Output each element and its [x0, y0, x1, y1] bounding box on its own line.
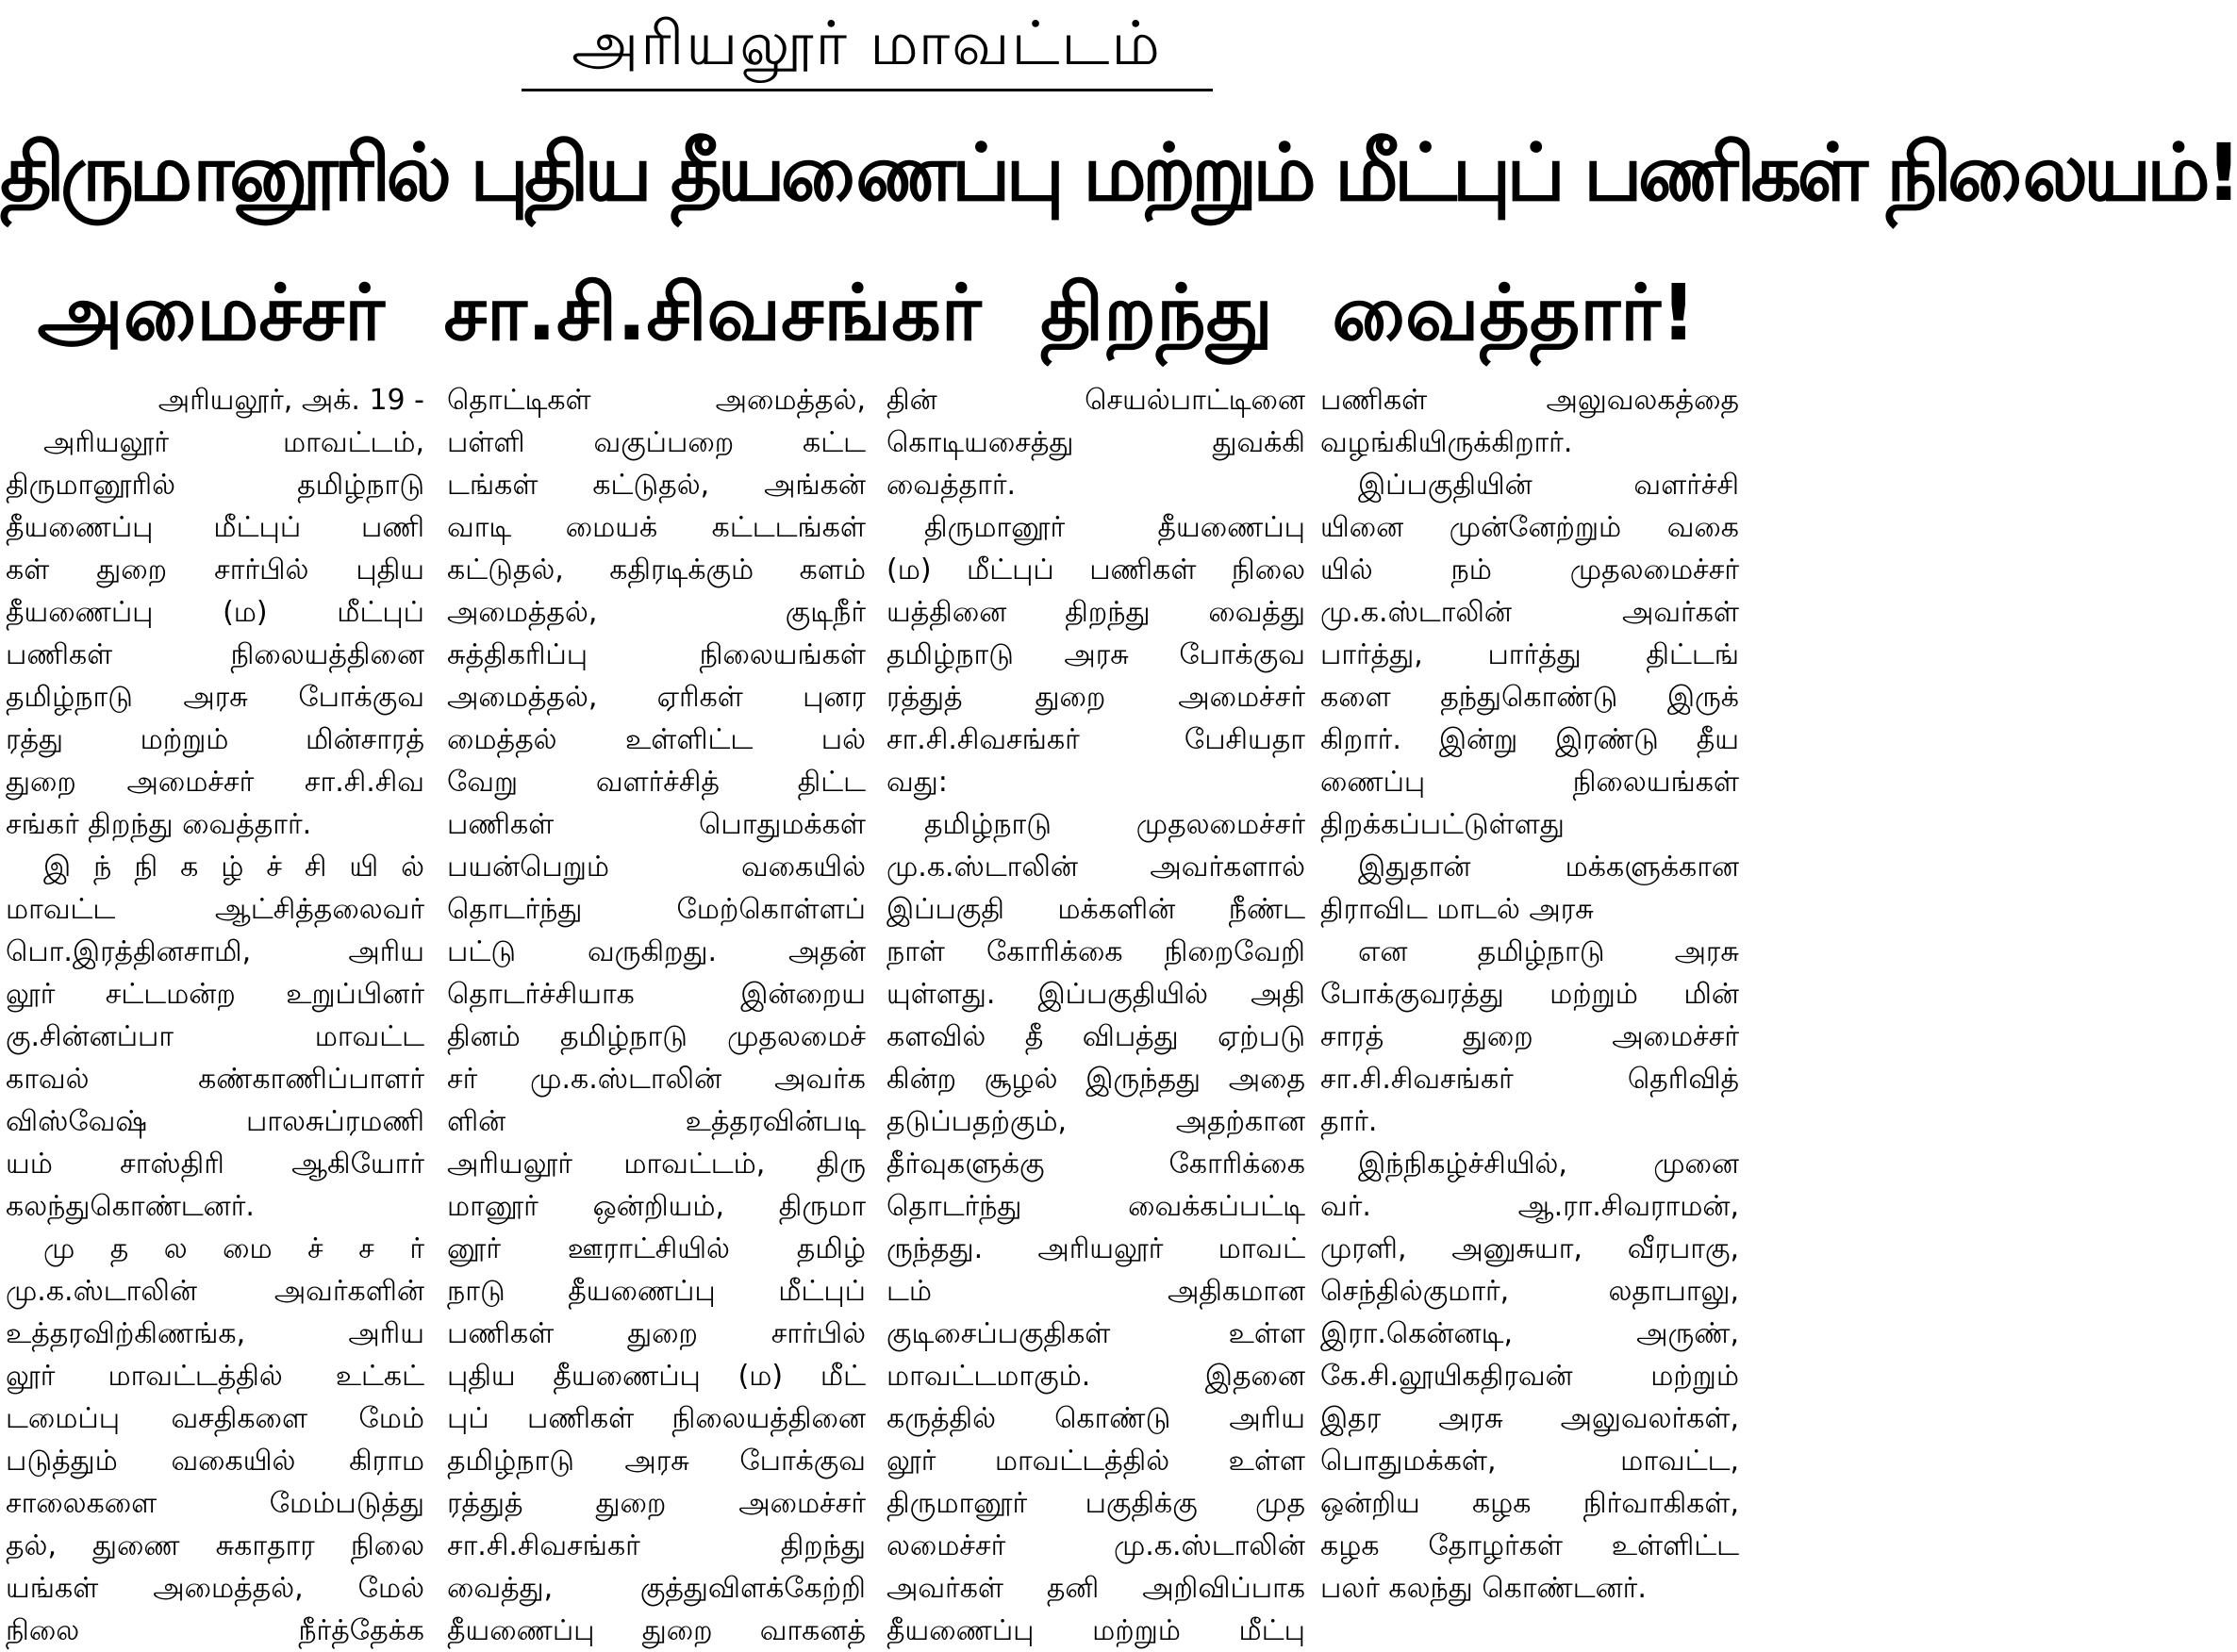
article-line: லூர் சட்டமன்ற உறுப்பினர் [6, 978, 424, 1011]
article-column-2 [447, 379, 866, 1647]
article-column-1 [6, 379, 424, 1647]
article-line: தீயணைப்பு மற்றும் மீட்பு [887, 1614, 1305, 1647]
article-line: சங்கர் திறந்து வைத்தார். [6, 808, 312, 841]
article-line: தடுப்பதற்கும், அதற்கான [887, 1105, 1305, 1138]
article-line: திருமானூர் தீயணைப்பு [924, 511, 1305, 544]
article-line: புதிய தீயணைப்பு (ம) மீட் [447, 1360, 866, 1393]
article-line: ரத்துத் துறை அமைச்சர் [887, 681, 1305, 714]
article-line: கிறார். இன்று இரண்டு தீய [1320, 723, 1739, 756]
article-line: யில் நம் முதலமைச்சர் [1320, 553, 1739, 586]
article-line: பொதுமக்கள், மாவட்ட, [1320, 1445, 1739, 1478]
article-line: டங்கள் கட்டுதல், அங்கன் [447, 469, 866, 502]
article-line: யங்கள் அமைத்தல், மேல் [6, 1572, 424, 1605]
article-line: மாவட்டமாகும். இதனை [887, 1360, 1305, 1393]
article-line: மு.க.ஸ்டாலின் அவர்கள் [1320, 596, 1739, 629]
article-line: வாடி மையக் கட்டடங்கள் [447, 511, 866, 544]
article-line: அரியலூர் மாவட்டம், திரு [447, 1148, 866, 1181]
article-line: பலர் கலந்து கொண்டனர். [1320, 1572, 1647, 1605]
article-line: ரத்துத் துறை அமைச்சர் [447, 1487, 866, 1520]
article-line: சாலைகளை மேம்படுத்து [6, 1487, 424, 1520]
article-line: ருந்தது. அரியலூர் மாவட் [887, 1232, 1305, 1265]
article-line: பயன்பெறும் வகையில் [447, 851, 866, 884]
article-line: யுள்ளது. இப்பகுதியில் அதி [887, 978, 1305, 1011]
article-column-4 [1320, 379, 1739, 1605]
article-line: யினை முன்னேற்றும் வகை [1320, 511, 1739, 544]
headline: திருமானூரில் புதிய தீயணைப்பு மற்றும் மீட்புப் பணிகள் நிலையம்! [0, 126, 2237, 219]
article-line: நாடு தீயணைப்பு மீட்புப் [447, 1275, 866, 1308]
article-line: படுத்தும் வகையில் கிராம [6, 1445, 424, 1478]
article-line: இதுதான் மக்களுக்கான [1358, 851, 1739, 884]
article-line: களவில் தீ விபத்து ஏற்படு [887, 1020, 1305, 1053]
article-line: திராவிட மாடல் அரசு [1320, 893, 1594, 926]
section-title: அரியலூர் மாவட்டம் [572, 9, 1162, 79]
article-line: கருத்தில் கொண்டு அரிய [887, 1402, 1305, 1435]
article-line: தொட்டிகள் அமைத்தல், [447, 384, 866, 417]
article-line: டம் அதிகமான [887, 1275, 1305, 1308]
article-line: ளின் உத்தரவின்படி [447, 1105, 866, 1138]
article-line: இரா.கென்னடி, அருண், [1320, 1317, 1739, 1350]
article-line: கே.சி.லூயிகதிரவன் மற்றும் [1320, 1360, 1739, 1393]
article-line: அமைத்தல், குடிநீர் [447, 596, 866, 629]
article-line: னூர் ஊராட்சியில் தமிழ் [447, 1232, 866, 1265]
article-line: யம் சாஸ்திரி ஆகியோர் [6, 1148, 424, 1181]
article-line: திருமானூர் பகுதிக்கு முத [887, 1487, 1305, 1520]
article-line: தொடர்ந்து மேற்கொள்ளப் [447, 893, 866, 926]
article-line: செந்தில்குமார், லதாபாலு, [1320, 1275, 1739, 1308]
article-line: வது: [887, 766, 948, 799]
article-line: அரியலூர், அக். 19 - [157, 384, 424, 417]
article-line: சா.சி.சிவசங்கர் திறந்து [447, 1529, 866, 1562]
article-line: பணிகள் அலுவலகத்தை [1320, 384, 1739, 417]
article-line: (ம) மீட்புப் பணிகள் நிலை [887, 553, 1305, 586]
article-line: திறக்கப்பட்டுள்ளது [1320, 808, 1565, 841]
article-line: பொ.இரத்தினசாமி, அரிய [6, 935, 424, 968]
article-line: மைத்தல் உள்ளிட்ட பல் [447, 723, 866, 756]
article-line: வைத்து, குத்துவிளக்கேற்றி [447, 1572, 866, 1605]
article-line: காவல் கண்காணிப்பாளர் [6, 1063, 424, 1096]
article-line: மு த ல மை ச் ச ர் [43, 1232, 424, 1265]
article-line: களை தந்துகொண்டு இருக் [1320, 681, 1739, 714]
article-line: யத்தினை திறந்து வைத்து [887, 596, 1305, 629]
article-line: வைத்தார். [887, 469, 1017, 502]
article-line: கள் துறை சார்பில் புதிய [6, 553, 424, 586]
article-line: மானூர் ஒன்றியம், திருமா [447, 1190, 866, 1223]
article-line: கு.சின்னப்பா மாவட்ட [6, 1020, 424, 1053]
article-line: போக்குவரத்து மற்றும் மின் [1320, 978, 1739, 1011]
subheadline: அமைச்சர் சா.சி.சிவசங்கர் திறந்து வைத்தார்! [37, 269, 1697, 358]
article-line: உத்தரவிற்கிணங்க, அரிய [6, 1317, 424, 1350]
article-line: கொடியசைத்து துவக்கி [887, 426, 1305, 459]
article-line: சர் மு.க.ஸ்டாலின் அவர்க [447, 1063, 866, 1096]
article-line: பட்டு வருகிறது. அதன் [447, 935, 866, 968]
article-line: மாவட்ட ஆட்சித்தலைவர் [6, 893, 424, 926]
article-line: பணிகள் நிலையத்தினை [6, 638, 424, 671]
article-line: பார்த்து, பார்த்து திட்டங் [1320, 638, 1739, 671]
article-line: சா.சி.சிவசங்கர் பேசியதா [887, 723, 1305, 756]
article-line: லமைச்சர் மு.க.ஸ்டாலின் [887, 1529, 1305, 1562]
article-line: இப்பகுதி மக்களின் நீண்ட [887, 893, 1305, 926]
article-line: தொடர்ந்து வைக்கப்பட்டி [887, 1190, 1305, 1223]
article-line: நிலை நீர்த்தேக்க [6, 1614, 424, 1647]
article-line: மு.க.ஸ்டாலின் அவர்களின் [6, 1275, 424, 1308]
article-line: இந்நிகழ்ச்சியில், முனை [1358, 1148, 1739, 1181]
article-line: திருமானூரில் தமிழ்நாடு [6, 469, 424, 502]
article-line: தீர்வுகளுக்கு கோரிக்கை [887, 1148, 1305, 1181]
article-line: தமிழ்நாடு அரசு போக்குவ [6, 681, 424, 714]
article-line: கட்டுதல், கதிரடிக்கும் களம் [447, 553, 866, 586]
article-line: இப்பகுதியின் வளர்ச்சி [1358, 469, 1739, 502]
article-line: அரியலூர் மாவட்டம், [43, 426, 424, 459]
article-line: இ ந் நி க ழ் ச் சி யி ல் [43, 851, 424, 884]
article-line: கின்ற சூழல் இருந்தது அதை [887, 1063, 1305, 1096]
article-line: தொடர்ச்சியாக இன்றைய [447, 978, 866, 1011]
article-line: தீயணைப்பு துறை வாகனத் [447, 1614, 866, 1647]
article-line: வழங்கியிருக்கிறார். [1320, 426, 1573, 459]
article-line: என தமிழ்நாடு அரசு [1358, 935, 1739, 968]
article-line: தமிழ்நாடு முதலமைச்சர் [924, 808, 1305, 841]
article-line: டமைப்பு வசதிகளை மேம் [6, 1402, 424, 1435]
article-line: கலந்துகொண்டனர். [6, 1190, 255, 1223]
article-line: பணிகள் துறை சார்பில் [447, 1317, 866, 1350]
article-line: அவர்கள் தனி அறிவிப்பாக [887, 1572, 1305, 1605]
article-line: நாள் கோரிக்கை நிறைவேறி [887, 935, 1305, 968]
article-line: ஒன்றிய கழக நிர்வாகிகள், [1320, 1487, 1739, 1520]
article-line: பள்ளி வகுப்பறை கட்ட [447, 426, 866, 459]
article-line: தின் செயல்பாட்டினை [887, 384, 1305, 417]
article-line: தமிழ்நாடு அரசு போக்குவ [887, 638, 1305, 671]
article-line: கழக தோழர்கள் உள்ளிட்ட [1320, 1529, 1739, 1562]
article-line: தார். [1320, 1105, 1378, 1138]
article-line: வேறு வளர்ச்சித் திட்ட [447, 766, 866, 799]
article-line: சா.சி.சிவசங்கர் தெரிவித் [1320, 1063, 1739, 1096]
article-line: துறை அமைச்சர் சா.சி.சிவ [6, 766, 424, 799]
article-line: பணிகள் பொதுமக்கள் [447, 808, 866, 841]
article-line: குடிசைப்பகுதிகள் உள்ள [887, 1317, 1305, 1350]
article-line: தினம் தமிழ்நாடு முதலமைச் [447, 1020, 866, 1053]
title-underline-divider [522, 89, 1213, 91]
article-line: முரளி, அனுசுயா, வீரபாகு, [1320, 1232, 1739, 1265]
article-line: லூர் மாவட்டத்தில் உள்ள [887, 1445, 1305, 1478]
article-line: சுத்திகரிப்பு நிலையங்கள் [447, 638, 866, 671]
article-line: தமிழ்நாடு அரசு போக்குவ [447, 1445, 866, 1478]
article-column-3 [887, 379, 1305, 1647]
article-line: விஸ்வேஷ் பாலசுப்ரமணி [6, 1105, 424, 1138]
article-line: தீயணைப்பு மீட்புப் பணி [6, 511, 424, 544]
article-line: அமைத்தல், ஏரிகள் புனர [447, 681, 866, 714]
article-line: மு.க.ஸ்டாலின் அவர்களால் [887, 851, 1305, 884]
article-line: ணைப்பு நிலையங்கள் [1320, 766, 1739, 799]
article-line: ரத்து மற்றும் மின்சாரத் [6, 723, 424, 756]
article-line: தல், துணை சுகாதார நிலை [6, 1529, 424, 1562]
article-line: வர். ஆ.ரா.சிவராமன், [1320, 1190, 1739, 1223]
article-line: லூர் மாவட்டத்தில் உட்கட் [6, 1360, 424, 1393]
article-line: இதர அரசு அலுவலர்கள், [1320, 1402, 1739, 1435]
article-line: புப் பணிகள் நிலையத்தினை [447, 1402, 866, 1435]
article-line: தீயணைப்பு (ம) மீட்புப் [6, 596, 424, 629]
article-line: சாரத் துறை அமைச்சர் [1320, 1020, 1739, 1053]
